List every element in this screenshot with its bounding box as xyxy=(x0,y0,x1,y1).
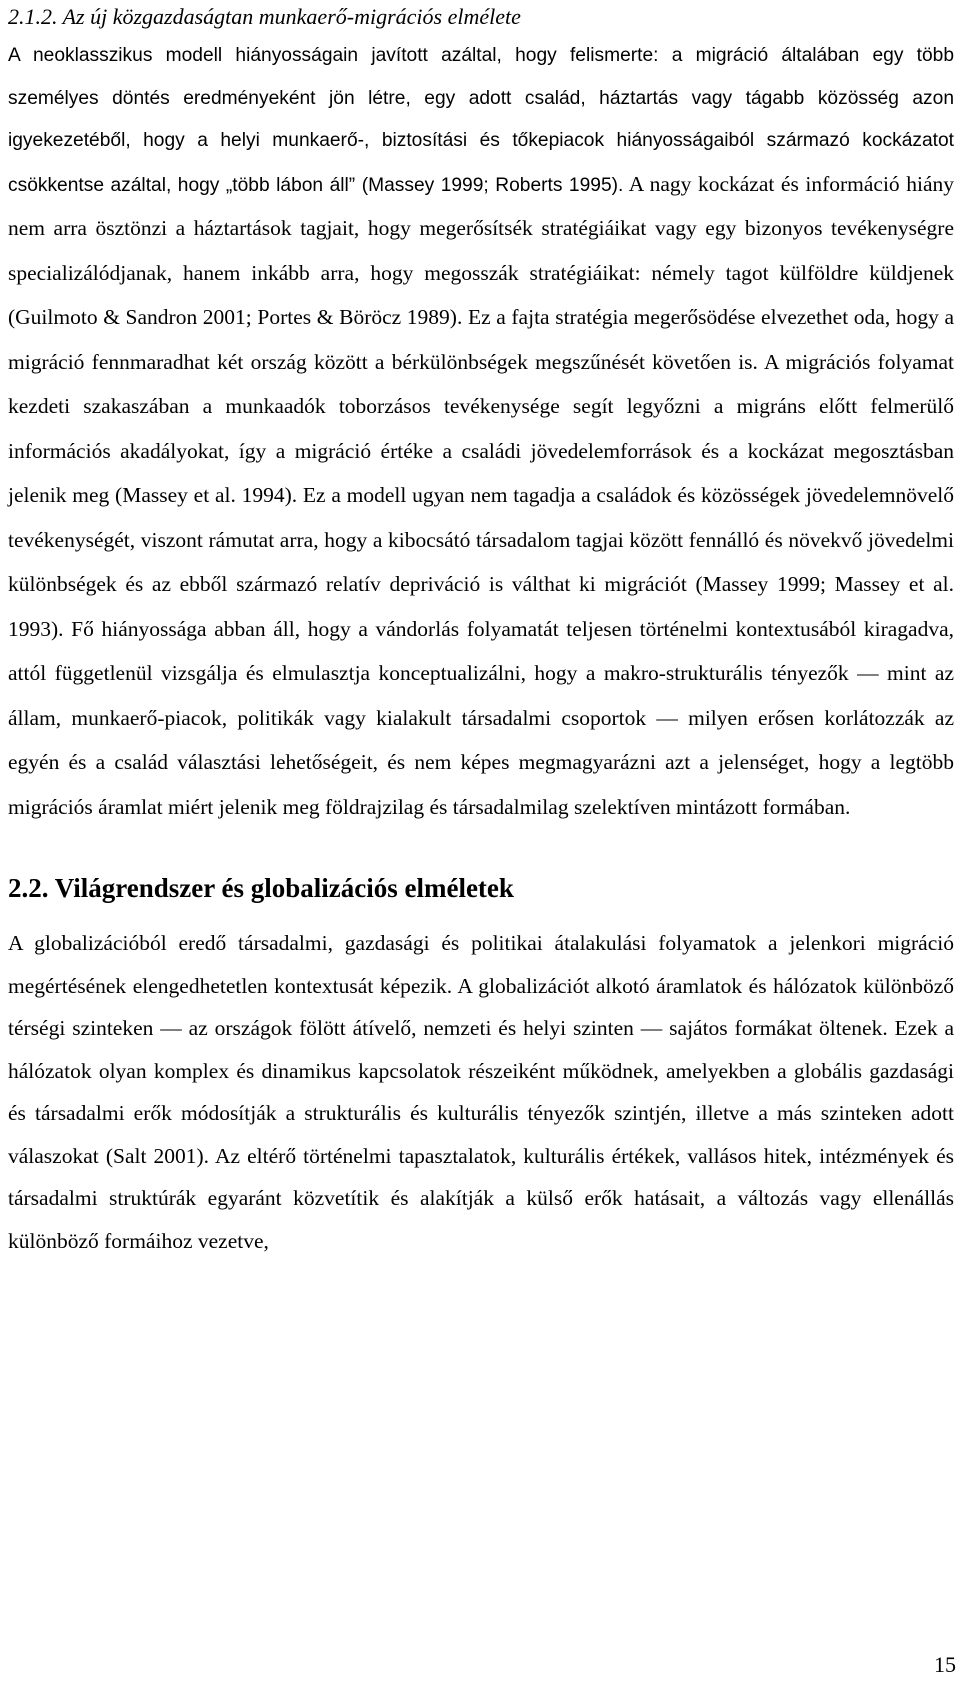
section-heading: 2.2. Világrendszer és globalizációs elméletek xyxy=(8,873,514,903)
subsection-heading: 2.1.2. Az új közgazdaságtan munkaerő-migrációs elmélete xyxy=(8,4,521,29)
paragraph-migration-economics xyxy=(8,35,954,830)
paragraph-globalization: A globalizációból eredő társadalmi, gazdasági és politikai átalakulási folyamatok a jelenkori migráció megértésének elengedhetetlen kontextusát képezik. A globalizációt alkotó áramlatok és hálózatok különböző térségi szinteken — az országok fölött átívelő, nemzeti és helyi szinten — sajátos formákat öltenek. Ezek a hálózatok olyan komplex és dinamikus kapcsolatok részeiként működnek, amelyekben a globális gazdasági és társadalmi erők módosítják a strukturális és kulturális tényezők szintjén, illetve a más szinteken adott válaszokat (Salt 2001). Az eltérő történelmi tapasztalatok, kulturális értékek, vallásos hitek, intézmények és társadalmi struktúrák egyaránt közvetítik és alakítják a külső erők hatásait, a változás vagy ellenállás különböző formáihoz vezetve, xyxy=(8,931,954,1253)
page-number: 15 xyxy=(934,1652,956,1677)
document-page xyxy=(8,2,954,1262)
paragraph-serif-segment: A nagy kockázat és információ hiány nem arra ösztönzi a háztartások tagjait, hogy megerősítsék stratégiáikat vagy egy bizonyos tevékenységre specializálódjanak, hanem inkább arra, hogy megosszák stratégiáikat: némely tagot külföldre küldjenek (Guilmoto & Sandron 2001; Portes & Böröcz 1989). Ez a fajta stratégia megerősödése elvezethet oda, hogy a migráció fennmaradhat két ország között a bérkülönbségek megszűnését követően is. A migrációs folyamat kezdeti szakaszában a munkaadók toborzásos tevékenysége segít legyőzni a migráns előtt felmerülő információs akadályokat, így a migráció értéke a családi jövedelemforrások és a kockázat megosztásban jelenik meg (Massey et al. 1994). Ez a modell ugyan nem tagadja a családok és közösségek jövedelemnövelő tevékenységét, viszont rámutat arra, hogy a kibocsátó társadalom tagjai között fennálló és növekvő jövedelmi különbségek és az ebből származó relatív depriváció is válthat ki migrációt (Massey 1999; Massey et al. 1993). Fő hiányossága abban áll, hogy a vándorlás folyamatát teljesen történelmi kontextusából kiragadva, attól függetlenül vizsgálja és elmulasztja konceptualizálni, hogy a makro-strukturális tényezők — mint az állam, munkaerő-piacok, politikák vagy kialakult társadalmi csoportok — milyen erősen korlátozzák az egyén és a család választási lehetőségeit, és nem képes megmagyarázni azt a jelenséget, hogy a legtöbb migrációs áramlat miért jelenik meg földrajzilag és társadalmilag szelektíven mintázott formában. xyxy=(8,171,955,819)
paragraph-sans-segment: A neoklasszikus modell hiányosságain javított azáltal, hogy felismerte: a migráció általában egy több személyes döntés eredményeként jön létre, egy adott család, háztartás vagy tágabb közösség azon igyekezetéből, hogy a helyi munkaerő-, biztosítási és tőkepiacok hiányosságaiból származó kockázatot csökkentse azáltal, hogy „több lábon áll” (Massey 1999; Roberts 1995). xyxy=(8,45,954,196)
